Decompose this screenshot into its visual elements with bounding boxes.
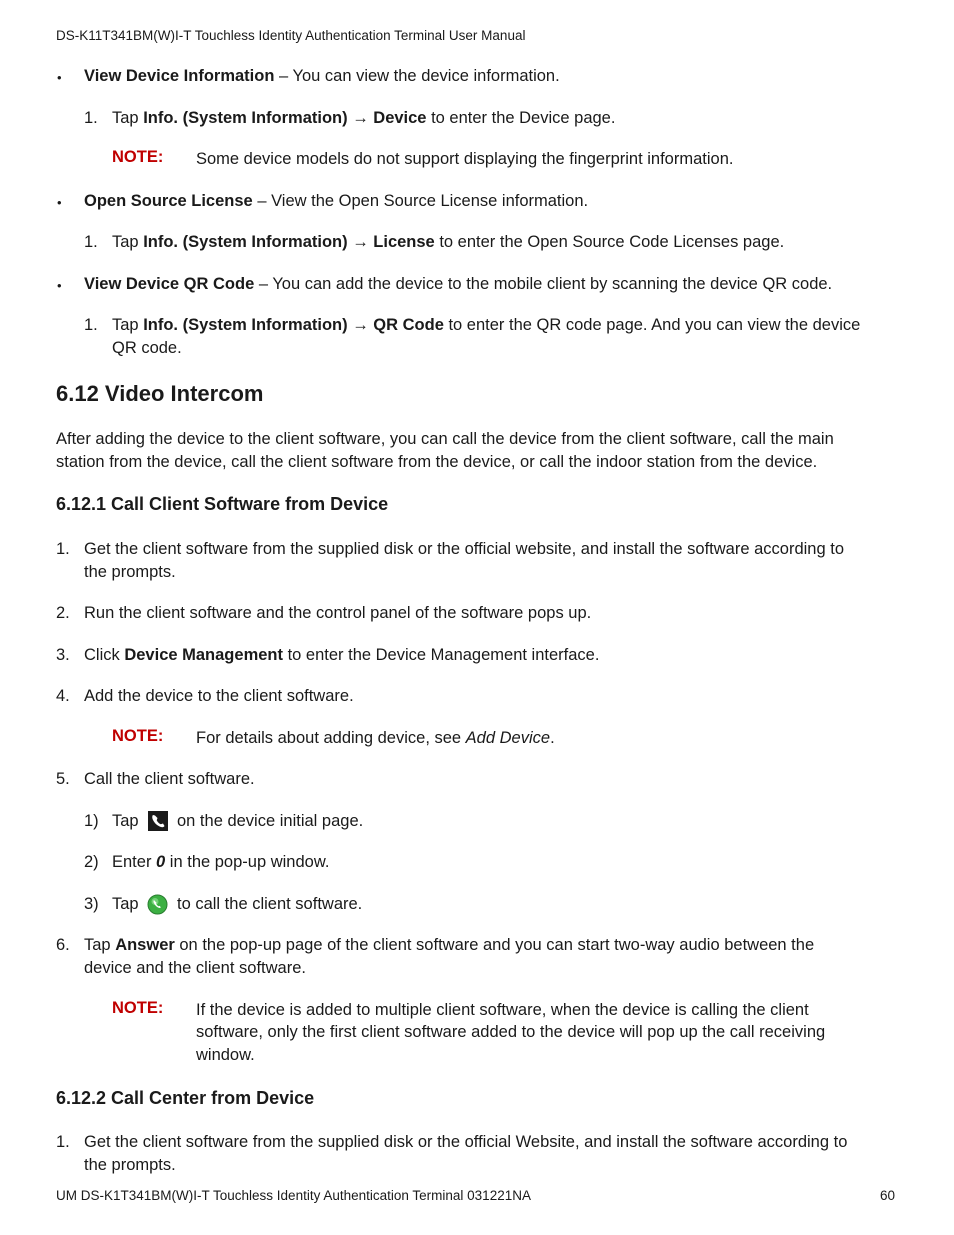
substep-pre: Enter (112, 853, 157, 871)
step-bold: Info. (System Information) → Device (143, 109, 427, 127)
step-num: 1. (84, 316, 98, 334)
section-title: 6.12 Video Intercom (56, 381, 264, 406)
step-text: Get the client software from the supplied disk or the official website, and install the software according to (84, 540, 845, 558)
step-num: 2. (56, 604, 70, 622)
note-pre: For details about adding device, see (196, 729, 466, 747)
bullet-text: – You can view the device information. (274, 67, 560, 85)
step-pre: Tap (112, 316, 144, 334)
step-bold: Info. (System Information) (143, 316, 348, 334)
arrow: → (347, 316, 374, 334)
step-bold: Device Management (124, 646, 283, 664)
step-bold: QR Code (373, 316, 444, 334)
subsection-title: 6.12.1 Call Client Software from Device (56, 494, 389, 514)
step-text: to enter the Open Source Code Licenses page. (434, 233, 785, 251)
step-text: Add the device to the client software. (84, 687, 354, 705)
substep-post: to call the client software. (177, 895, 363, 913)
step-text: to enter the QR code page. And you can view the device (443, 316, 861, 334)
step-num: 4. (56, 687, 70, 705)
bullet-view-device-info (84, 65, 560, 88)
substep-value: 0 (156, 853, 166, 871)
substep-num: 2) (84, 853, 99, 871)
step-num: 5. (56, 770, 70, 788)
step-device-management (84, 644, 599, 667)
step-text: Run the client software and the control panel of the software pops up. (84, 604, 592, 622)
bullet-mark: • (57, 278, 62, 293)
bullet-text: – You can add the device to the mobile client by scanning the device QR code. (254, 275, 833, 293)
subsection-title: 6.12.2 Call Center from Device (56, 1088, 315, 1108)
note-text: Some device models do not support displaying the fingerprint information. (196, 150, 734, 168)
step-text: to enter the Device page. (426, 109, 616, 127)
step-num: 1. (84, 109, 98, 127)
note-text-line2: software, only the first client software added to the device will pop up the call receiving (196, 1023, 826, 1041)
note-label: NOTE: (112, 727, 164, 745)
step-text: to enter the Device Management interface. (283, 646, 600, 664)
step-text: on the pop-up page of the client software and you can start two-way audio between the (174, 936, 815, 954)
substep-pre: Tap (112, 895, 139, 913)
phone-icon (148, 811, 168, 831)
step-pre: Tap (112, 109, 144, 127)
substep-post: on the device initial page. (177, 812, 364, 830)
note-text-line1: If the device is added to multiple client software, when the device is calling the client (196, 1001, 809, 1019)
bullet-title: View Device Information (84, 67, 275, 85)
step-pre: Click (84, 646, 125, 664)
step-text: Get the client software from the supplied disk or the official Website, and install the software according to (84, 1133, 848, 1151)
step-bold: Info. (System Information) (143, 233, 348, 251)
bullet-qr-code (84, 273, 832, 296)
note-text (196, 727, 555, 750)
step-text-cont: device and the client software. (84, 959, 306, 977)
note-label: NOTE: (112, 148, 164, 166)
step-num: 1. (84, 233, 98, 251)
substep-enter (112, 851, 329, 874)
substep-pre: Tap (112, 812, 139, 830)
step-num: 1. (56, 540, 70, 558)
page-number: 60 (880, 1188, 896, 1203)
step-pre: Tap (84, 936, 116, 954)
step-device (112, 107, 615, 130)
step-qr (112, 314, 860, 337)
bullet-mark: • (57, 70, 62, 85)
page-footer: UM DS-K1T341BM(W)I-T Touchless Identity Authentication Terminal 031221NA (56, 1188, 531, 1203)
step-text-cont: the prompts. (84, 563, 176, 581)
step-num: 3. (56, 646, 70, 664)
arrow: → (347, 233, 374, 251)
step-num: 1. (56, 1133, 70, 1151)
note-post: . (550, 729, 555, 747)
bullet-title: View Device QR Code (84, 275, 255, 293)
green-call-icon (147, 894, 168, 915)
section-intro-line1: After adding the device to the client software, you can call the device from the client software, call the main (56, 430, 834, 448)
substep-num: 1) (84, 812, 99, 830)
step-bold: License (373, 233, 435, 251)
step-text-cont: the prompts. (84, 1156, 176, 1174)
bullet-open-source (84, 190, 588, 213)
substep-num: 3) (84, 895, 99, 913)
step-bold: Answer (115, 936, 175, 954)
bullet-text: – View the Open Source License information. (252, 192, 589, 210)
bullet-title: Open Source License (84, 192, 253, 210)
page-header: DS-K11T341BM(W)I-T Touchless Identity Authentication Terminal User Manual (56, 28, 526, 43)
note-text-line3: window. (196, 1046, 255, 1064)
bullet-mark: • (57, 195, 62, 210)
section-intro-line2: station from the device, call the client software from the device, or call the indoor station from the device. (56, 453, 818, 471)
step-num: 6. (56, 936, 70, 954)
step-answer (84, 934, 814, 957)
step-pre: Tap (112, 233, 144, 251)
step-text-cont: QR code. (112, 339, 182, 357)
substep-post: in the pop-up window. (165, 853, 330, 871)
step-license (112, 231, 784, 254)
note-label: NOTE: (112, 999, 164, 1017)
step-text: Call the client software. (84, 770, 255, 788)
note-link-text: Add Device (465, 729, 551, 747)
